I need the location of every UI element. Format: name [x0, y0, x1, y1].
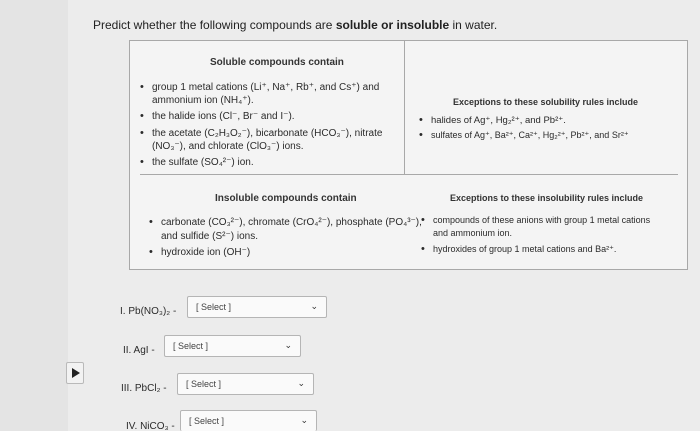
- list-item: • hydroxide ion (OH⁻): [161, 246, 250, 259]
- list-item: • the acetate (C₂H₃O₂⁻), bicarbonate (HCO₃⁻), nitrate: [152, 127, 382, 140]
- select-value: [ Select ]: [186, 379, 222, 389]
- list-item: • the halide ions (Cl⁻, Br⁻ and I⁻).: [152, 110, 295, 123]
- list-item: • carbonate (CO₃²⁻), chromate (CrO₄²⁻), phosphate (PO₄³⁻),: [161, 216, 422, 229]
- list-item: (NO₃⁻), and chlorate (ClO₃⁻) ions.: [152, 141, 304, 152]
- question-label-4: IV. NiCO₃ -: [126, 421, 175, 431]
- soluble-heading: Soluble compounds contain: [210, 57, 344, 68]
- play-icon[interactable]: [66, 362, 84, 384]
- question-label-2: II. AgI -: [123, 345, 155, 356]
- list-item: ammonium ion (NH₄⁺).: [152, 95, 254, 106]
- solubility-rules-table: [129, 40, 688, 270]
- select-value: [ Select ]: [196, 302, 232, 312]
- insoluble-exceptions-heading: Exceptions to these insolubility rules include: [450, 193, 644, 203]
- select-value: [ Select ]: [173, 341, 209, 351]
- answer-select-1[interactable]: [187, 296, 327, 318]
- list-item: • sulfates of Ag⁺, Ba²⁺, Ca²⁺, Hg₂²⁺, Pb²⁺, and Sr²⁺: [431, 129, 629, 142]
- list-item: • compounds of these anions with group 1 metal cations: [433, 214, 650, 227]
- table-divider-horizontal: [140, 174, 678, 175]
- question-label-3: III. PbCl₂ -: [121, 383, 167, 394]
- chevron-down-icon: ⌄: [297, 378, 305, 388]
- chevron-down-icon: ⌄: [300, 415, 308, 425]
- question-prompt: Predict whether the following compounds are soluble or insoluble in water.: [93, 18, 498, 32]
- question-label-1: I. Pb(NO₃)₂ -: [120, 306, 177, 317]
- list-item: • the sulfate (SO₄²⁻) ion.: [152, 156, 254, 169]
- answer-select-2[interactable]: [164, 335, 301, 357]
- chevron-down-icon: ⌄: [284, 340, 292, 350]
- list-item: • group 1 metal cations (Li⁺, Na⁺, Rb⁺, and Cs⁺) and: [152, 81, 379, 94]
- answer-select-4[interactable]: [180, 410, 317, 431]
- list-item: • hydroxides of group 1 metal cations and Ba²⁺.: [433, 243, 616, 256]
- answer-select-3[interactable]: [177, 373, 314, 395]
- table-divider-vertical: [404, 41, 405, 174]
- list-item: • halides of Ag⁺, Hg₂²⁺, and Pb²⁺.: [431, 114, 566, 127]
- select-value: [ Select ]: [189, 416, 225, 426]
- list-item: and ammonium ion.: [433, 228, 513, 238]
- list-item: and sulfide (S²⁻) ions.: [161, 231, 258, 242]
- left-panel: [0, 0, 68, 431]
- soluble-exceptions-heading: Exceptions to these solubility rules include: [453, 97, 639, 107]
- insoluble-heading: Insoluble compounds contain: [215, 193, 357, 204]
- chevron-down-icon: ⌄: [310, 301, 318, 311]
